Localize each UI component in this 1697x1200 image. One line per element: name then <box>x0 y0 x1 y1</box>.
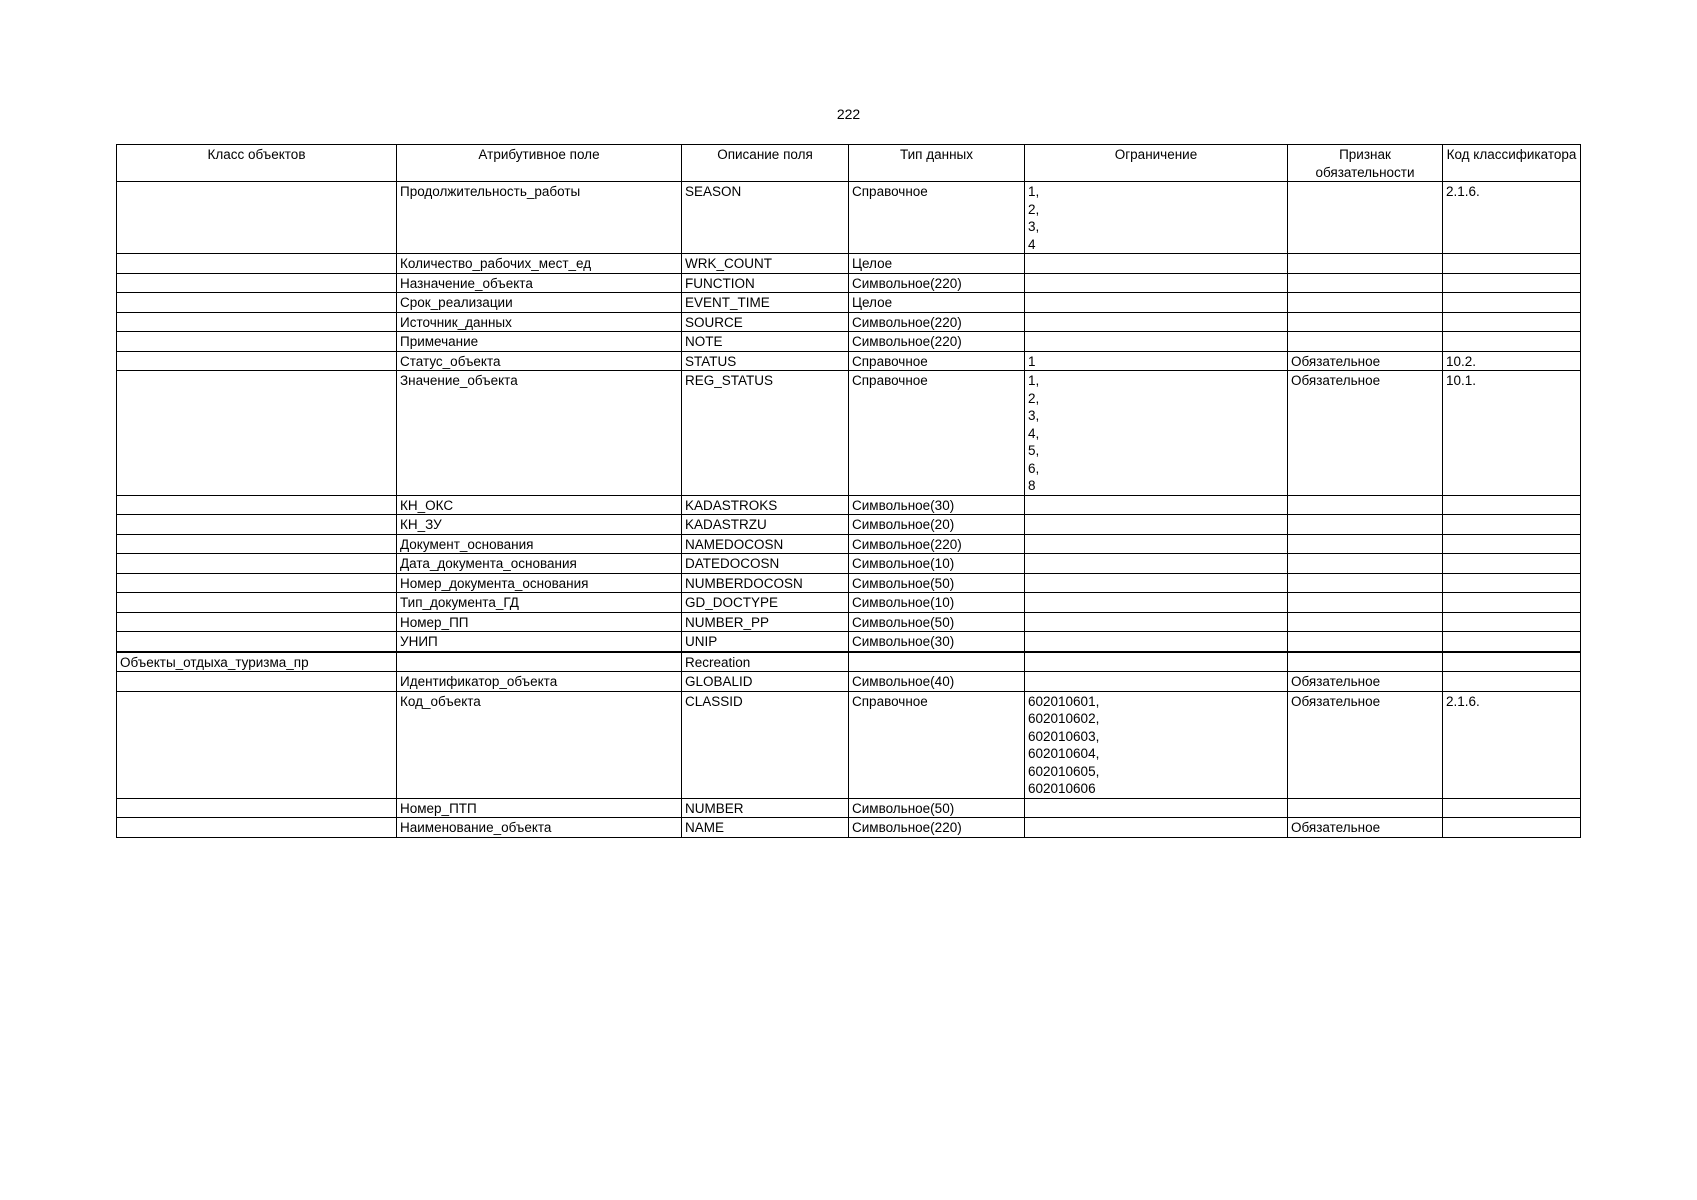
cell-object-class <box>117 312 397 332</box>
cell-attribute-field: УНИП <box>397 632 682 652</box>
cell-attribute-field: Идентификатор_объекта <box>397 672 682 692</box>
cell-field-description: NAMEDOCOSN <box>682 534 849 554</box>
cell-field-description: NUMBER <box>682 798 849 818</box>
cell-field-description: REG_STATUS <box>682 371 849 496</box>
table-row <box>117 593 1581 613</box>
cell-constraint <box>1025 273 1288 293</box>
cell-object-class <box>117 495 397 515</box>
cell-object-class <box>117 182 397 254</box>
header-field-description: Описание поля <box>682 145 849 182</box>
cell-classifier-code <box>1443 515 1581 535</box>
cell-field-description: NAME <box>682 818 849 838</box>
cell-classifier-code <box>1443 652 1581 672</box>
cell-field-description: KADASTRZU <box>682 515 849 535</box>
cell-classifier-code <box>1443 632 1581 652</box>
cell-constraint <box>1025 495 1288 515</box>
cell-constraint <box>1025 652 1288 672</box>
cell-required-flag <box>1288 573 1443 593</box>
cell-classifier-code <box>1443 612 1581 632</box>
table-row <box>117 293 1581 313</box>
table-row <box>117 182 1581 254</box>
cell-classifier-code: 10.2. <box>1443 351 1581 371</box>
table-header-row <box>117 145 1581 182</box>
cell-attribute-field: КН_ОКС <box>397 495 682 515</box>
cell-required-flag <box>1288 652 1443 672</box>
cell-data-type: Справочное <box>849 351 1025 371</box>
cell-required-flag: Обязательное <box>1288 351 1443 371</box>
attribute-table <box>116 144 1581 838</box>
cell-required-flag <box>1288 182 1443 254</box>
cell-data-type: Символьное(220) <box>849 818 1025 838</box>
header-attribute-field: Атрибутивное поле <box>397 145 682 182</box>
cell-constraint <box>1025 818 1288 838</box>
cell-required-flag <box>1288 515 1443 535</box>
cell-required-flag <box>1288 495 1443 515</box>
table-row <box>117 332 1581 352</box>
cell-object-class <box>117 293 397 313</box>
cell-data-type: Символьное(220) <box>849 534 1025 554</box>
table-row <box>117 818 1581 838</box>
cell-attribute-field: Номер_ПП <box>397 612 682 632</box>
cell-field-description: WRK_COUNT <box>682 254 849 274</box>
cell-attribute-field: КН_ЗУ <box>397 515 682 535</box>
cell-required-flag <box>1288 534 1443 554</box>
cell-classifier-code <box>1443 573 1581 593</box>
cell-attribute-field: Документ_основания <box>397 534 682 554</box>
cell-data-type: Символьное(10) <box>849 593 1025 613</box>
cell-constraint <box>1025 632 1288 652</box>
cell-required-flag: Обязательное <box>1288 371 1443 496</box>
page-number: 222 <box>836 106 861 122</box>
table-row <box>117 495 1581 515</box>
cell-constraint <box>1025 593 1288 613</box>
cell-constraint <box>1025 312 1288 332</box>
cell-required-flag <box>1288 612 1443 632</box>
cell-classifier-code: 2.1.6. <box>1443 182 1581 254</box>
cell-attribute-field: Назначение_объекта <box>397 273 682 293</box>
cell-data-type: Символьное(50) <box>849 612 1025 632</box>
cell-constraint <box>1025 534 1288 554</box>
cell-required-flag <box>1288 798 1443 818</box>
cell-data-type: Символьное(30) <box>849 495 1025 515</box>
cell-data-type: Символьное(220) <box>849 273 1025 293</box>
cell-object-class <box>117 534 397 554</box>
cell-object-class: Объекты_отдыха_туризма_пр <box>117 652 397 672</box>
cell-data-type: Целое <box>849 293 1025 313</box>
cell-data-type: Справочное <box>849 691 1025 798</box>
cell-constraint <box>1025 254 1288 274</box>
cell-classifier-code <box>1443 312 1581 332</box>
header-data-type: Тип данных <box>849 145 1025 182</box>
cell-data-type: Символьное(220) <box>849 332 1025 352</box>
cell-classifier-code <box>1443 534 1581 554</box>
cell-attribute-field: Наименование_объекта <box>397 818 682 838</box>
cell-field-description: UNIP <box>682 632 849 652</box>
cell-data-type: Символьное(10) <box>849 554 1025 574</box>
cell-classifier-code <box>1443 672 1581 692</box>
cell-required-flag <box>1288 254 1443 274</box>
table-row <box>117 573 1581 593</box>
cell-object-class <box>117 573 397 593</box>
cell-data-type <box>849 652 1025 672</box>
cell-constraint <box>1025 554 1288 574</box>
cell-field-description: GLOBALID <box>682 672 849 692</box>
cell-required-flag <box>1288 332 1443 352</box>
cell-data-type: Справочное <box>849 371 1025 496</box>
cell-object-class <box>117 515 397 535</box>
cell-data-type: Целое <box>849 254 1025 274</box>
cell-data-type: Символьное(220) <box>849 312 1025 332</box>
cell-field-description: GD_DOCTYPE <box>682 593 849 613</box>
cell-required-flag <box>1288 273 1443 293</box>
cell-constraint <box>1025 573 1288 593</box>
header-classifier-code: Код классификатора <box>1443 145 1581 182</box>
table-row <box>117 798 1581 818</box>
cell-classifier-code <box>1443 495 1581 515</box>
cell-constraint <box>1025 612 1288 632</box>
cell-required-flag: Обязательное <box>1288 672 1443 692</box>
cell-attribute-field: Значение_объекта <box>397 371 682 496</box>
cell-data-type: Символьное(50) <box>849 573 1025 593</box>
cell-attribute-field: Источник_данных <box>397 312 682 332</box>
cell-constraint <box>1025 672 1288 692</box>
cell-attribute-field: Код_объекта <box>397 691 682 798</box>
cell-object-class <box>117 351 397 371</box>
table-row <box>117 554 1581 574</box>
cell-field-description: NUMBER_PP <box>682 612 849 632</box>
cell-classifier-code <box>1443 593 1581 613</box>
cell-field-description: EVENT_TIME <box>682 293 849 313</box>
cell-object-class <box>117 818 397 838</box>
cell-object-class <box>117 612 397 632</box>
cell-field-description: NOTE <box>682 332 849 352</box>
cell-object-class <box>117 632 397 652</box>
cell-object-class <box>117 593 397 613</box>
cell-object-class <box>117 672 397 692</box>
cell-classifier-code <box>1443 332 1581 352</box>
cell-data-type: Символьное(20) <box>849 515 1025 535</box>
cell-classifier-code: 2.1.6. <box>1443 691 1581 798</box>
cell-attribute-field <box>397 652 682 672</box>
cell-required-flag <box>1288 312 1443 332</box>
table-row <box>117 351 1581 371</box>
table-row <box>117 534 1581 554</box>
cell-required-flag: Обязательное <box>1288 691 1443 798</box>
cell-attribute-field: Номер_ПТП <box>397 798 682 818</box>
cell-constraint <box>1025 332 1288 352</box>
header-object-class: Класс объектов <box>117 145 397 182</box>
cell-field-description: NUMBERDOCOSN <box>682 573 849 593</box>
cell-classifier-code <box>1443 798 1581 818</box>
cell-attribute-field: Тип_документа_ГД <box>397 593 682 613</box>
table-row <box>117 652 1581 672</box>
cell-field-description: FUNCTION <box>682 273 849 293</box>
cell-object-class <box>117 273 397 293</box>
header-constraint: Ограничение <box>1025 145 1288 182</box>
table-row <box>117 273 1581 293</box>
cell-required-flag: Обязательное <box>1288 818 1443 838</box>
cell-object-class <box>117 371 397 496</box>
cell-required-flag <box>1288 293 1443 313</box>
cell-attribute-field: Номер_документа_основания <box>397 573 682 593</box>
cell-field-description: SEASON <box>682 182 849 254</box>
table-row <box>117 691 1581 798</box>
cell-object-class <box>117 691 397 798</box>
cell-attribute-field: Количество_рабочих_мест_ед <box>397 254 682 274</box>
cell-data-type: Справочное <box>849 182 1025 254</box>
cell-data-type: Символьное(50) <box>849 798 1025 818</box>
table-row <box>117 312 1581 332</box>
cell-constraint <box>1025 798 1288 818</box>
cell-field-description: CLASSID <box>682 691 849 798</box>
table-row <box>117 254 1581 274</box>
cell-field-description: Recreation <box>682 652 849 672</box>
cell-constraint <box>1025 515 1288 535</box>
cell-object-class <box>117 798 397 818</box>
cell-constraint: 1, 2, 3, 4 <box>1025 182 1288 254</box>
table-row <box>117 371 1581 496</box>
header-required-flag: Признак обязательности <box>1288 145 1443 182</box>
cell-classifier-code <box>1443 818 1581 838</box>
cell-constraint <box>1025 293 1288 313</box>
table-row <box>117 672 1581 692</box>
table-body <box>117 182 1581 838</box>
cell-field-description: DATEDOCOSN <box>682 554 849 574</box>
cell-attribute-field: Примечание <box>397 332 682 352</box>
table-row <box>117 632 1581 652</box>
table-row <box>117 515 1581 535</box>
cell-required-flag <box>1288 593 1443 613</box>
cell-required-flag <box>1288 632 1443 652</box>
cell-classifier-code <box>1443 293 1581 313</box>
cell-field-description: STATUS <box>682 351 849 371</box>
cell-data-type: Символьное(30) <box>849 632 1025 652</box>
cell-object-class <box>117 254 397 274</box>
cell-object-class <box>117 554 397 574</box>
table-row <box>117 612 1581 632</box>
cell-constraint: 1 <box>1025 351 1288 371</box>
cell-constraint: 1, 2, 3, 4, 5, 6, 8 <box>1025 371 1288 496</box>
cell-attribute-field: Срок_реализации <box>397 293 682 313</box>
cell-classifier-code <box>1443 273 1581 293</box>
cell-required-flag <box>1288 554 1443 574</box>
cell-attribute-field: Продолжительность_работы <box>397 182 682 254</box>
cell-attribute-field: Дата_документа_основания <box>397 554 682 574</box>
cell-field-description: KADASTROKS <box>682 495 849 515</box>
cell-data-type: Символьное(40) <box>849 672 1025 692</box>
cell-field-description: SOURCE <box>682 312 849 332</box>
cell-classifier-code <box>1443 554 1581 574</box>
cell-classifier-code: 10.1. <box>1443 371 1581 496</box>
cell-attribute-field: Статус_объекта <box>397 351 682 371</box>
cell-constraint: 602010601, 602010602, 602010603, 602010604, 602010605, 602010606 <box>1025 691 1288 798</box>
cell-object-class <box>117 332 397 352</box>
cell-classifier-code <box>1443 254 1581 274</box>
